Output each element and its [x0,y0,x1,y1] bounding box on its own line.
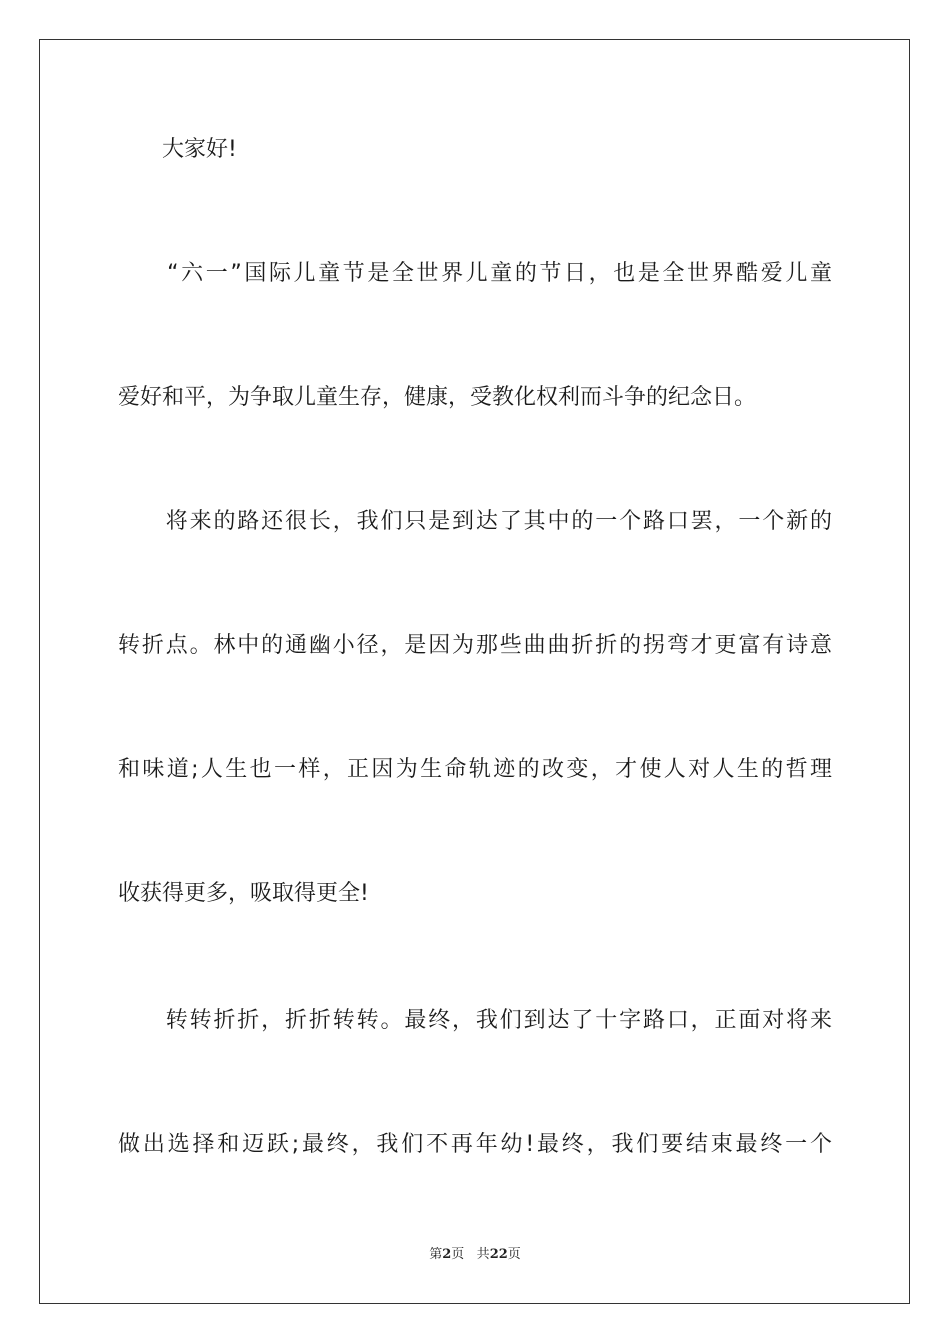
total-pages-number: 22 [489,1247,508,1262]
total-suffix: 页 [507,1247,521,1262]
paragraph-line-1: 大家好! [118,137,237,162]
page-suffix: 页 [451,1247,465,1262]
paragraph-line-7: 收获得更多，吸取得更全! [118,881,369,906]
total-prefix: 共 [476,1247,490,1262]
paragraph-line-2: “六一”国际儿童节是全世界儿童的节日，也是全世界酷爱儿童 [118,261,832,286]
paragraph-line-5: 转折点。林中的通幽小径，是因为那些曲曲折折的拐弯才更富有诗意 [118,633,832,658]
page-border [39,39,910,1304]
paragraph-line-4: 将来的路还很长，我们只是到达了其中的一个路口罢，一个新的 [118,509,832,534]
paragraph-line-8: 转转折折，折折转转。最终，我们到达了十字路口，正面对将来 [118,1008,832,1033]
page-footer [0,1246,950,1264]
paragraph-line-9: 做出选择和迈跃;最终，我们不再年幼!最终，我们要结束最终一个 [118,1132,832,1157]
paragraph-line-3: 爱好和平，为争取儿童生存，健康，受教化权利而斗争的纪念日。 [118,385,757,410]
page-prefix: 第 [429,1247,443,1262]
paragraph-line-6: 和味道;人生也一样，正因为生命轨迹的改变，才使人对人生的哲理 [118,757,832,782]
current-page-number: 2 [442,1247,452,1262]
